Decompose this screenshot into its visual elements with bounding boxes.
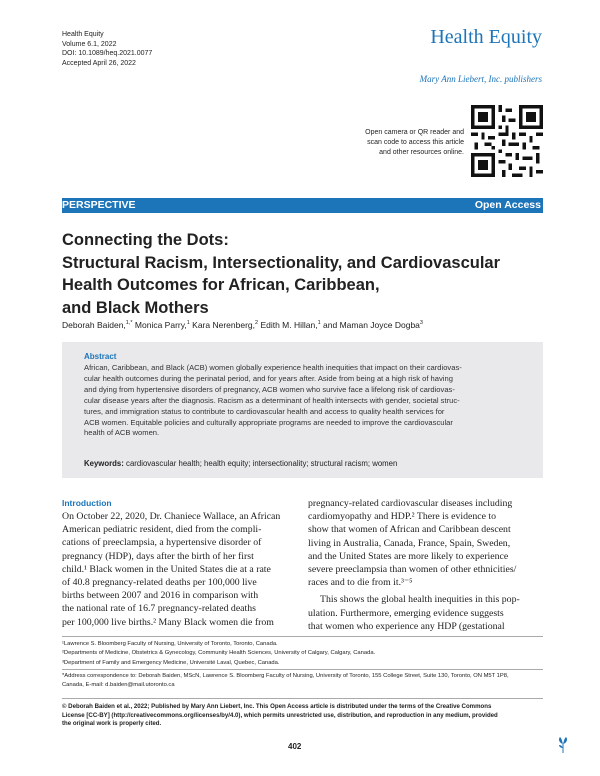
- body-line: severe preeclampsia than women of other ethnicities/: [308, 564, 517, 576]
- copyright-line: the original work is properly cited.: [62, 720, 162, 728]
- abstract-heading: Abstract: [84, 352, 117, 361]
- journal-title: Health Equity: [430, 26, 542, 48]
- body-line: cardiomyopathy and HDP.² There is evidence to: [308, 511, 497, 523]
- abstract-line: and dying from hypertensive disorders of pregnancy, ACB women who survive face a lifelong risk of cardiovas-: [84, 384, 455, 394]
- qr-text-line: and other resources online.: [379, 149, 464, 156]
- body-line: the national rate of 16.7 pregnancy-related deaths: [62, 603, 256, 615]
- title-line: Structural Racism, Intersectionality, and Cardiovascular: [62, 253, 501, 272]
- affiliation: ²Departments of Medicine, Obstetrics & Gynecology, Community Health Sciences, University of Calgary, Calgary, Canada.: [62, 650, 376, 657]
- body-line: of 40.8 pregnancy-related deaths per 100,000 live: [62, 577, 257, 589]
- body-line: American pediatric resident, died from the compli-: [62, 524, 262, 536]
- copyright-line[interactable]: License [CC-BY] (http://creativecommons.org/licenses/by/4.0), which permits unrestricted use, distribution, and reproduction in any medium, provided: [62, 711, 498, 719]
- section-label: PERSPECTIVE: [62, 199, 136, 211]
- correspondence-line[interactable]: Canada, E-mail: d.baiden@mail.utoronto.ca: [62, 682, 175, 689]
- abstract-body: [84, 363, 532, 439]
- abstract-line: tures, and immigration status to contribute to cardiovascular health and access to quality health services for: [84, 406, 445, 416]
- affiliation: ¹Lawrence S. Bloomberg Faculty of Nursing, University of Toronto, Toronto, Canada.: [62, 641, 278, 647]
- footnote-divider: [62, 636, 543, 637]
- abstract-line: cular disease years after the diagnosis. Racism as a determinant of health intersects with gender, societal struc-: [84, 395, 460, 405]
- author: Edith M. Hillan,$^1$: [260, 320, 321, 330]
- title-line: and Black Mothers: [62, 298, 209, 317]
- qr-text-line: Open camera or QR reader and: [365, 129, 464, 136]
- meta-accepted: Accepted April 26, 2022: [62, 59, 136, 67]
- author: Monica Parry,$^1$: [134, 320, 190, 330]
- keywords-label: Keywords:: [84, 459, 124, 468]
- author: and Maman Joyce Dogba$^3$: [323, 320, 423, 330]
- footnote-divider: [62, 698, 543, 699]
- publisher-name: Mary Ann Liebert, Inc. publishers: [419, 74, 542, 84]
- open-access-label: Open Access: [474, 199, 541, 211]
- body-line: per 100,000 live births.² Many Black women die from: [62, 616, 274, 628]
- body-line: This shows the global health inequities in this pop-: [320, 594, 520, 606]
- qr-instructions: [365, 128, 464, 158]
- abstract-line: health of ACB women.: [84, 428, 160, 438]
- body-line: pregnancy (HDP), days after the birth of her first: [62, 550, 254, 562]
- publisher-logo: [420, 74, 542, 84]
- introduction-heading: Introduction: [62, 498, 112, 508]
- title-line: Health Outcomes for African, Caribbean,: [62, 276, 380, 294]
- body-line: living in Australia, Canada, France, Spain, Sweden,: [308, 537, 511, 549]
- author-list: [62, 320, 423, 330]
- body-column-left: [62, 510, 294, 629]
- keywords-list: cardiovascular health; health equity; intersectionality; structural racism; women: [126, 459, 398, 468]
- body-line: births between 2007 and 2016 in comparison with: [62, 590, 259, 602]
- footnote-divider: [62, 669, 543, 670]
- article-title: [62, 229, 542, 319]
- body-line: pregnancy-related cardiovascular diseases including: [308, 498, 513, 509]
- correspondence: [62, 672, 542, 691]
- abstract-line: cular health outcomes during the perinatal period, and for years after. Aside from being at a high risk of having: [84, 373, 453, 383]
- body-line: races and to die from it.³⁻⁵: [308, 577, 413, 589]
- body-line: cations of preeclampsia, a hypertensive disorder of: [62, 537, 262, 549]
- meta-volume: Volume 6.1, 2022: [62, 40, 117, 48]
- copyright-line: © Deborah Baiden et al., 2022; Published by Mary Ann Liebert, Inc. This Open Access article is distributed under the terms of the Creative Commons: [62, 703, 492, 710]
- page-number: 402: [288, 742, 302, 751]
- affiliation: ³Department of Family and Emergency Medicine, Université Laval, Quebec, Canada.: [62, 659, 280, 666]
- affiliations: [62, 640, 375, 668]
- qr-code-icon[interactable]: [471, 105, 543, 177]
- body-line: On October 22, 2020, Dr. Chaniece Wallace, an African: [62, 511, 281, 522]
- body-line: and the United States are more likely to experience: [308, 550, 509, 562]
- body-line: that women who experience any HDP (gestational: [308, 620, 505, 632]
- journal-meta: [62, 30, 152, 68]
- abstract-line: ACB women. Equitable policies and culturally appropriate programs are needed to improve the cardiovascular: [84, 417, 453, 427]
- author: Deborah Baiden,$^{1,*}$: [62, 320, 133, 330]
- meta-journal: Health Equity: [62, 31, 104, 38]
- body-line: show that women of African and Caribbean descent: [308, 524, 511, 536]
- qr-text-line: scan code to access this article: [367, 139, 464, 146]
- publisher-flower-icon: [556, 736, 570, 754]
- body-column-right: [308, 497, 543, 633]
- author: Kara Nerenberg,$^2$: [192, 320, 259, 330]
- body-line: ulation. Furthermore, emerging evidence suggests: [308, 607, 504, 619]
- keywords: [84, 459, 397, 468]
- abstract-line: African, Caribbean, and Black (ACB) women globally experience health inequities that impact on their cardiovas-: [84, 363, 462, 372]
- correspondence-line: *Address correspondence to: Deborah Baiden, MScN, Lawrence S. Bloomberg Faculty of Nursing, University of Toronto, 155 College Street, Suite 130, Toronto, ON M5T 1P8,: [62, 673, 509, 679]
- section-banner: [62, 198, 543, 213]
- title-line: Connecting the Dots:: [62, 231, 229, 249]
- copyright-notice: [62, 703, 542, 729]
- body-line: child.¹ Black women in the United States die at a rate: [62, 563, 271, 575]
- meta-doi[interactable]: DOI: 10.1089/heq.2021.0077: [62, 50, 153, 57]
